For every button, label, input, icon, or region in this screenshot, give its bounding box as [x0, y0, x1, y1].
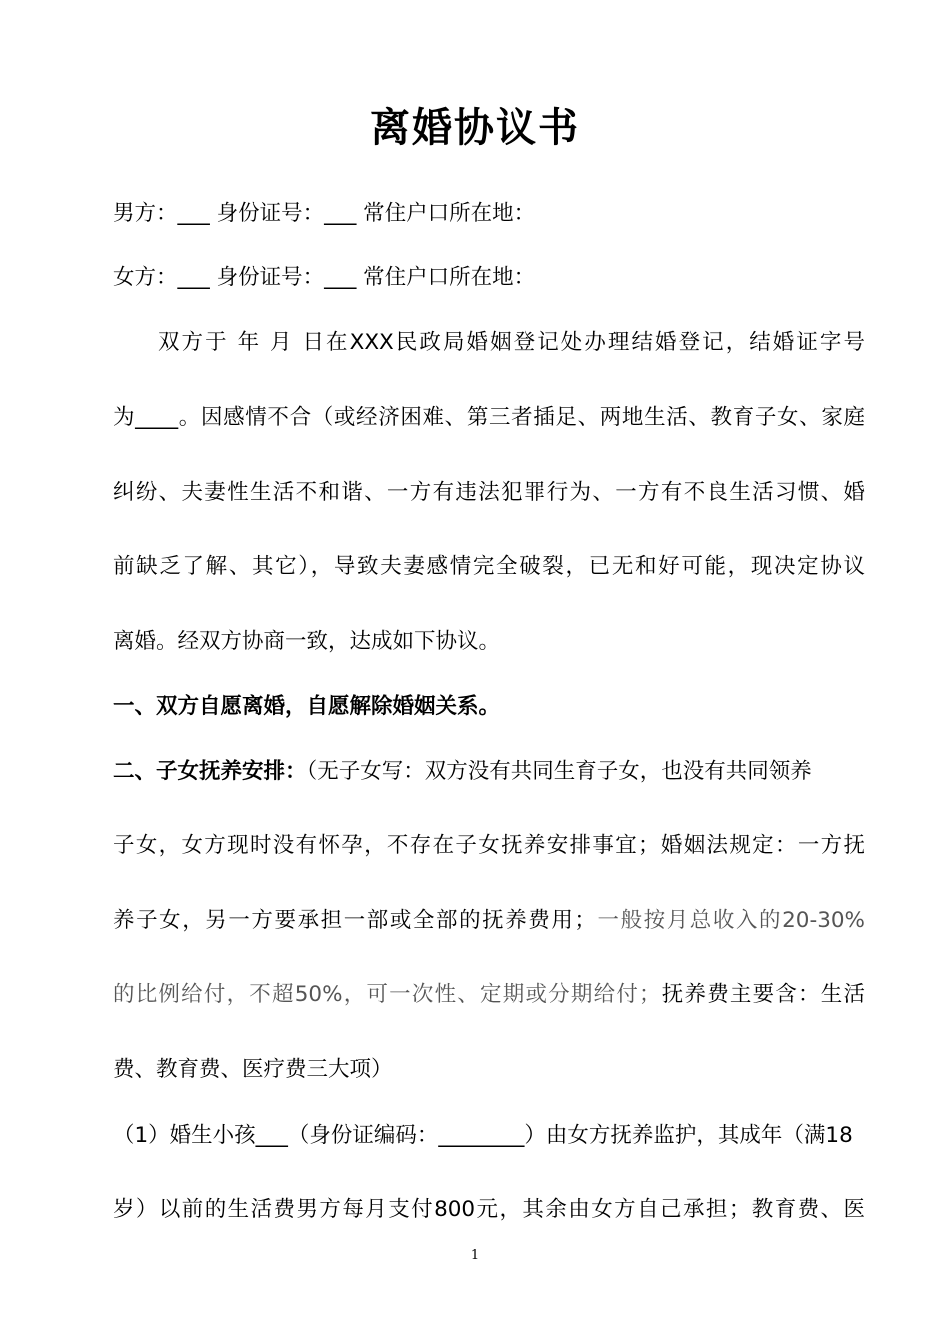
paragraph-line: 前缺乏了解、其它），导致夫妻感情完全破裂，已无和好可能，现决定协议: [113, 554, 865, 579]
paragraph-line: （1）婚生小孩___（身份证编码：________）由女方抚养监护，其成年（满18: [113, 1123, 853, 1148]
paragraph-line: 岁）以前的生活费男方每月支付800元，其余由女方自己承担；教育费、医: [113, 1197, 865, 1222]
page-number: 1: [470, 1248, 480, 1263]
paragraph-line: 子女，女方现时没有怀孕，不存在子女抚养安排事宜；婚姻法规定：一方抚: [113, 833, 865, 858]
line-text: 一般按月总收入的20-30%: [595, 908, 865, 933]
section-heading: 一、双方自愿离婚，自愿解除婚姻关系。: [113, 694, 501, 719]
paragraph-line: 纠纷、夫妻性生活不和谐、一方有违法犯罪行为、一方有不良生活习惯、婚: [113, 480, 865, 505]
section-heading: 二、子女抚养安排：: [113, 759, 307, 784]
line-text: 的比例给付，不超50%，可一次性、定期或分期给付；: [113, 982, 661, 1007]
paragraph-line: 为____。因感情不合（或经济困难、第三者插足、两地生活、教育子女、家庭: [113, 405, 865, 430]
paragraph-line: [113, 757, 865, 787]
line-text: （无子女写：双方没有共同生育子女，也没有共同领养: [306, 759, 812, 784]
document-title: 离婚协议书: [370, 105, 580, 151]
male-party-line: 男方：___ 身份证号：___ 常住户口所在地：: [113, 201, 536, 226]
female-party-line: 女方：___ 身份证号：___ 常住户口所在地：: [113, 265, 536, 290]
line-text: 养子女，另一方要承担一部或全部的抚养费用；: [113, 908, 596, 933]
paragraph-line: [113, 906, 865, 936]
paragraph-line: [113, 980, 865, 1010]
paragraph-line: 双方于 年 月 日在XXX民政局婚姻登记处办理结婚登记，结婚证字号: [158, 330, 865, 355]
paragraph-line: 离婚。经双方协商一致，达成如下协议。: [113, 629, 501, 654]
line-text: 抚养费主要含：生活: [660, 982, 865, 1007]
paragraph-line: 费、教育费、医疗费三大项）: [113, 1057, 393, 1082]
